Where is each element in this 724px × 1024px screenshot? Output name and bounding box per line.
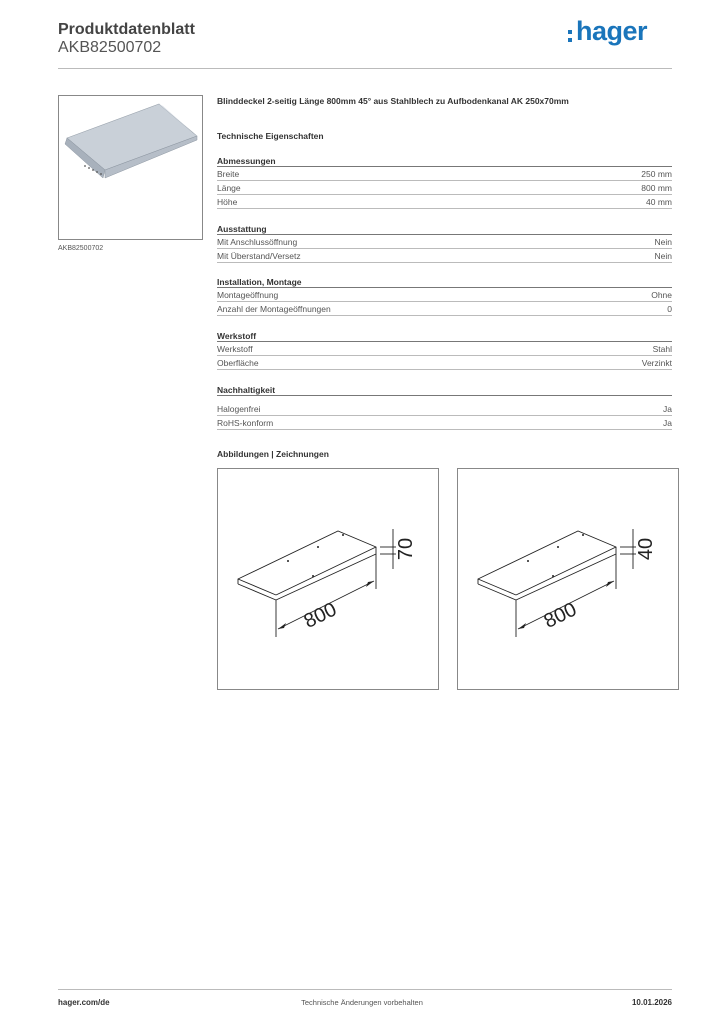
section-title: Ausstattung — [217, 223, 672, 235]
product-image-caption: AKB82500702 — [58, 245, 104, 252]
height-label: 40 — [635, 537, 657, 561]
page-title: Produktdatenblatt — [58, 21, 195, 38]
section-installation — [217, 276, 672, 316]
length-label: 800 — [300, 598, 341, 633]
dimension-drawing-icon — [218, 469, 438, 689]
section-nachhaltigkeit — [217, 384, 672, 430]
section-title: Werkstoff — [217, 330, 672, 342]
cover-plate-icon — [59, 96, 202, 239]
table-row: Höhe 40 mm — [217, 197, 672, 207]
section-ausstattung — [217, 223, 672, 263]
hager-logo: hager — [576, 16, 648, 46]
footer-notice: Technische Änderungen vorbehalten — [301, 998, 423, 1007]
table-row: Montageöffnung Ohne — [217, 290, 672, 300]
tech-heading: Technische Eigenschaften — [217, 131, 324, 141]
header-divider — [58, 68, 672, 69]
height-label: 70 — [395, 537, 417, 561]
footer-divider — [58, 989, 672, 990]
footer-date: 10.01.2026 — [631, 998, 672, 1007]
product-image — [58, 95, 203, 240]
section-title: Nachhaltigkeit — [217, 384, 672, 396]
dimension-drawing-icon — [458, 469, 678, 689]
drawing-2 — [457, 468, 679, 690]
section-abmessungen — [217, 155, 672, 209]
table-row: Mit Überstand/Versetz Nein — [217, 251, 672, 261]
drawing-1 — [217, 468, 439, 690]
product-code: AKB82500702 — [58, 39, 162, 56]
table-row: Anzahl der Montageöffnungen 0 — [217, 304, 672, 314]
table-row: Breite 250 mm — [217, 169, 672, 179]
table-row: Mit Anschlussöffnung Nein — [217, 237, 672, 247]
table-row: Halogenfrei Ja — [217, 404, 672, 414]
length-label: 800 — [540, 598, 581, 633]
table-row: RoHS-konform Ja — [217, 418, 672, 428]
table-row: Länge 800 mm — [217, 183, 672, 193]
drawings-title: Abbildungen | Zeichnungen — [217, 449, 329, 459]
footer-website-link[interactable]: hager.com/de — [58, 998, 110, 1007]
section-title: Abmessungen — [217, 155, 672, 167]
table-row: Oberfläche Verzinkt — [217, 358, 672, 368]
section-title: Installation, Montage — [217, 276, 672, 288]
table-row: Werkstoff Stahl — [217, 344, 672, 354]
section-werkstoff — [217, 330, 672, 370]
product-description: Blinddeckel 2-seitig Länge 800mm 45° aus Stahlblech zu Aufbodenkanal AK 250x70mm — [217, 96, 569, 106]
